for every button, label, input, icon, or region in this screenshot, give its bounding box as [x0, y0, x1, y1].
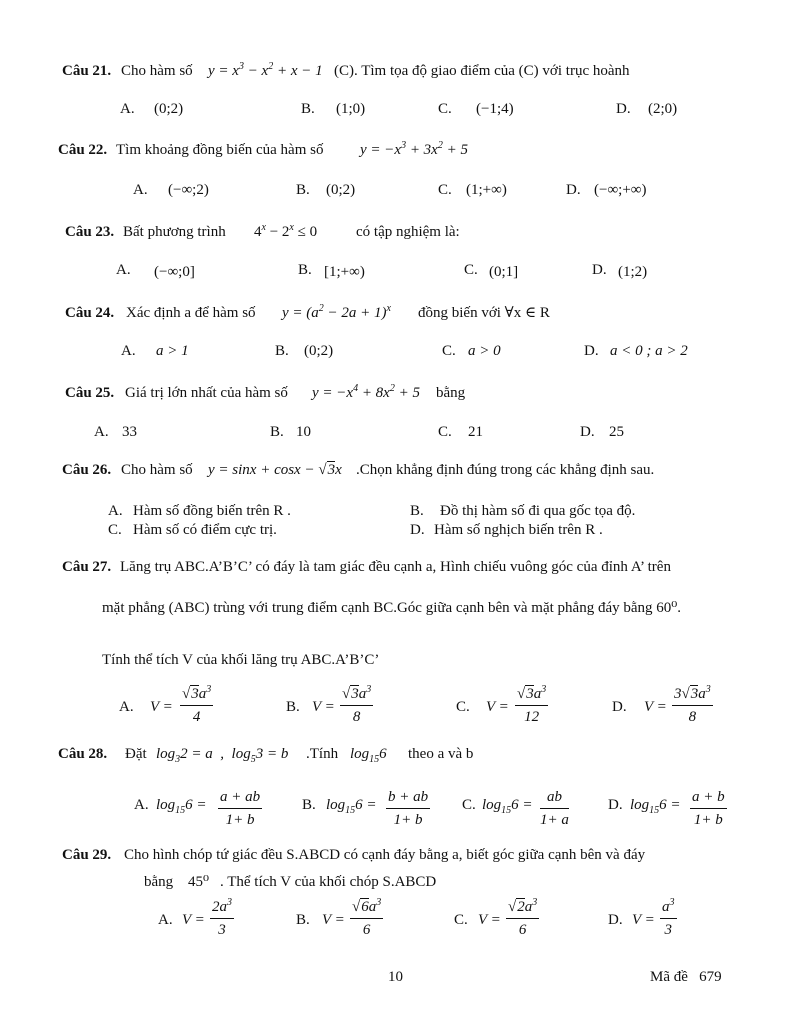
option-label: A. [133, 182, 148, 198]
option-label: B. [275, 343, 289, 359]
option-label: C. [454, 912, 468, 928]
option-value: (−1;4) [476, 101, 514, 117]
option-label: C. [456, 699, 470, 715]
option-value: (0;2) [304, 343, 334, 359]
question-text: Đặt [125, 746, 147, 762]
option-label: D. [410, 522, 425, 538]
option-value: (−∞;2) [168, 182, 209, 198]
question-text: Tìm khoảng đồng biến của hàm số [116, 142, 324, 158]
option-label: A. [119, 699, 134, 715]
option-value: (1;2) [618, 264, 648, 280]
question-text: Tính thể tích V của khối lăng trụ ABC.A’B’C’ [102, 652, 380, 668]
question-label: Câu 27. [62, 559, 112, 575]
formula: $\log_{15}6$ = [326, 797, 377, 816]
formula: $\log_{15}6$ = [156, 797, 207, 816]
formula: V = [632, 912, 655, 928]
fraction: a + ab 1+ b [220, 789, 261, 828]
option-label: C. [108, 522, 122, 538]
option-label: D. [580, 424, 595, 440]
option-value: 10 [296, 424, 311, 440]
formula: V = [312, 699, 335, 715]
question-label: Câu 29. [62, 847, 112, 863]
question-text: (C). Tìm tọa độ giao điểm của (C) với trục hoành [334, 63, 630, 79]
formula: V = [644, 699, 667, 715]
formula: $\log_32 = a$ , $\log_53 = b$ [156, 746, 289, 765]
fraction: b + ab 1+ b [388, 789, 429, 828]
page-number: 10 [388, 969, 403, 985]
question-text: bằng [436, 385, 466, 401]
fraction: $a^3$ 3 [662, 897, 675, 938]
option-label: A. [120, 101, 135, 117]
formula: $\log_{15}6$ = [630, 797, 681, 816]
fraction: $√3a^3$ 12 [517, 684, 547, 725]
option-value: (0;1] [489, 264, 519, 280]
question-text: Xác định a để hàm số [126, 305, 256, 321]
question-label: Câu 25. [65, 385, 115, 401]
formula: y = sinx + cosx − √3x [208, 462, 342, 478]
option-label: A. [158, 912, 173, 928]
option-value: (2;0) [648, 101, 678, 117]
option-value: (−∞;+∞) [594, 182, 647, 198]
option-label: B. [270, 424, 284, 440]
formula: $y = x^3 - x^2 + x - 1$ [208, 61, 323, 79]
option-label: C. [464, 262, 478, 278]
option-label: D. [612, 699, 627, 715]
question-text: Cho hàm số [121, 63, 193, 79]
question-label: Câu 21. [62, 63, 112, 79]
question-text: Cho hàm số [121, 462, 193, 478]
option-value: (0;2) [326, 182, 356, 198]
option-label: D. [608, 797, 623, 813]
option-value: (1;+∞) [466, 182, 507, 198]
fraction: $√3a^3$ 4 [182, 684, 212, 725]
formula: V = [182, 912, 205, 928]
formula: V = [150, 699, 173, 715]
option-label: A. [116, 262, 131, 278]
option-label: D. [616, 101, 631, 117]
option-label: C. [438, 182, 452, 198]
question-label: Câu 23. [65, 224, 115, 240]
question-label: Câu 26. [62, 462, 112, 478]
formula: V = [486, 699, 509, 715]
question-text: mặt phẳng (ABC) trùng với trung điểm cạnh BC.Góc giữa cạnh bên và mặt phẳng đáy bằng 60⁰. [102, 600, 682, 616]
option-label: B. [301, 101, 315, 117]
formula: V = [478, 912, 501, 928]
option-label: B. [410, 503, 424, 519]
option-value: Hàm số có điểm cực trị. [133, 522, 277, 538]
fraction: $3√3a^3$ 8 [674, 684, 711, 725]
option-value: (1;0) [336, 101, 366, 117]
question-label: Câu 24. [65, 305, 115, 321]
fraction: $2a^3$ 3 [212, 897, 232, 938]
option-label: C. [438, 101, 452, 117]
option-value: Đồ thị hàm số đi qua gốc tọa độ. [440, 503, 636, 519]
question-text: Cho hình chóp tứ giác đều S.ABCD có cạnh đáy bằng a, biết góc giữa cạnh bên và đáy [124, 847, 646, 863]
question-text: Bất phương trình [123, 224, 226, 240]
option-label: B. [298, 262, 312, 278]
option-label: D. [566, 182, 581, 198]
fraction: $√3a^3$ 8 [342, 684, 372, 725]
fraction: a + b 1+ b [692, 789, 725, 828]
formula: $\log_{15}6$ = [482, 797, 533, 816]
option-label: A. [121, 343, 136, 359]
option-label: C. [438, 424, 452, 440]
option-value: a > 1 [156, 343, 189, 359]
fraction: $√6a^3$ 6 [352, 897, 382, 938]
question-text: Lăng trụ ABC.A’B’C’ có đáy là tam giác đều cạnh a, Hình chiếu vuông góc của đỉnh A’ trên [120, 559, 671, 575]
option-value: 21 [468, 424, 483, 440]
option-value: (−∞;0] [154, 264, 195, 280]
option-label: D. [584, 343, 599, 359]
option-value: 25 [609, 424, 624, 440]
question-text: Giá trị lớn nhất của hàm số [125, 385, 288, 401]
option-label: C. [462, 797, 476, 813]
formula: V = [322, 912, 345, 928]
option-label: C. [442, 343, 456, 359]
option-label: D. [592, 262, 607, 278]
formula: $y = (a^2 - 2a + 1)^x$ [282, 303, 391, 321]
option-label: A. [134, 797, 149, 813]
option-label: B. [286, 699, 300, 715]
option-value: a < 0 ; a > 2 [610, 343, 688, 359]
option-value: Hàm số nghịch biến trên R . [434, 522, 603, 538]
question-text: bằng [144, 874, 174, 890]
angle: 45⁰ [188, 874, 210, 890]
exam-code: Mã đề 679 [650, 969, 722, 985]
option-label: B. [296, 912, 310, 928]
option-value: (0;2) [154, 101, 184, 117]
option-value: a > 0 [468, 343, 501, 359]
question-text: .Tính [306, 746, 339, 762]
question-label: Câu 22. [58, 142, 108, 158]
question-label: Câu 28. [58, 746, 108, 762]
option-label: A. [94, 424, 109, 440]
formula: $y = -x^4 + 8x^2 + 5$ [312, 383, 420, 401]
option-label: B. [296, 182, 310, 198]
question-text: .Chọn khẳng định đúng trong các khẳng định sau. [356, 462, 655, 478]
formula: $y = -x^3 + 3x^2 + 5$ [360, 140, 468, 158]
question-text: đồng biến với ∀x ∈ R [418, 305, 550, 321]
option-label: B. [302, 797, 316, 813]
option-label: A. [108, 503, 123, 519]
option-label: D. [608, 912, 623, 928]
question-text: . Thể tích V của khối chóp S.ABCD [220, 874, 437, 890]
option-value: [1;+∞) [324, 264, 365, 280]
fraction: ab 1+ a [540, 789, 569, 828]
question-text: theo a và b [408, 746, 474, 762]
fraction: $√2a^3$ 6 [508, 897, 538, 938]
option-value: Hàm số đồng biến trên R . [133, 503, 291, 519]
formula: $\log_{15}6$ [350, 746, 387, 765]
formula: $4^x - 2^x \le 0$ [254, 222, 318, 240]
option-value: 33 [122, 424, 137, 440]
question-text: có tập nghiệm là: [356, 224, 460, 240]
